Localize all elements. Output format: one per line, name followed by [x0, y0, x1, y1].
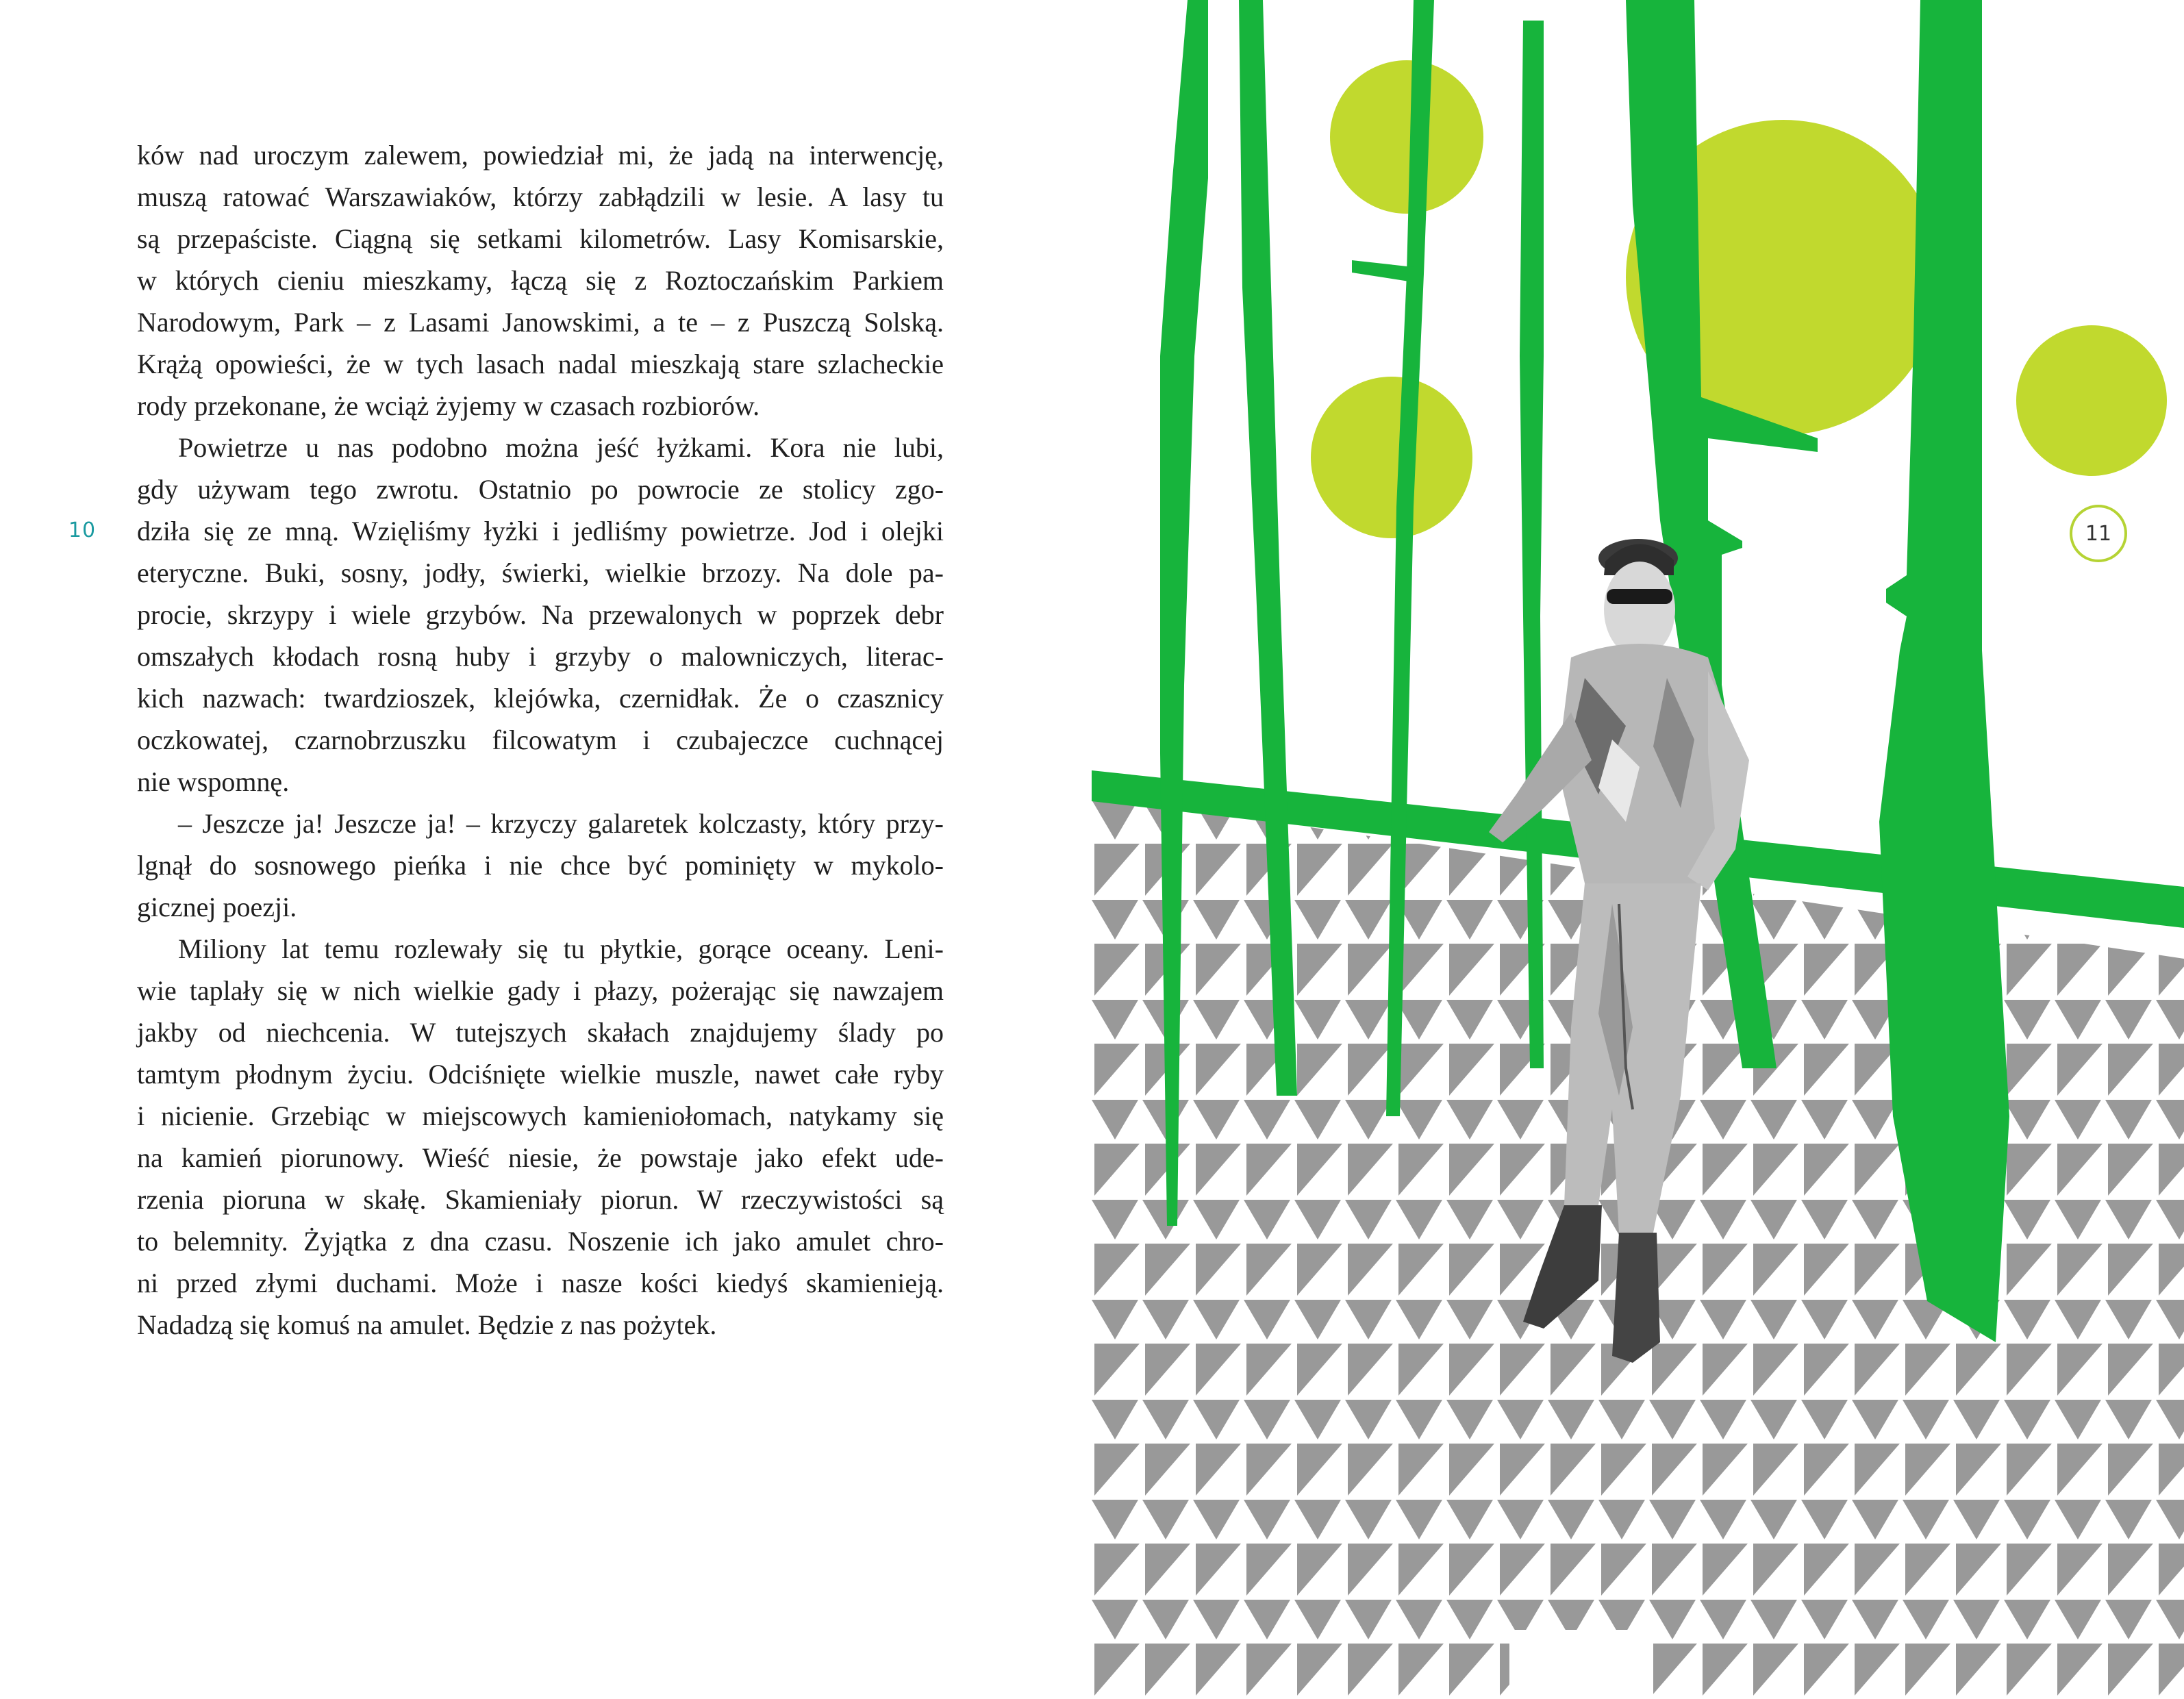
text-line: kich nazwach: twardzioszek, klejówka, czernidłak. Że o czasznicy — [137, 683, 944, 714]
text-line: nie wspomnę. — [137, 766, 290, 797]
text-line: gicznej poezji. — [137, 892, 297, 922]
text-line: omszałych kłodach rosną huby i grzyby o malowniczych, literac- — [137, 641, 944, 672]
text-line: to belemnity. Żyjątka z dna czasu. Noszenie ich jako amulet chro- — [137, 1226, 944, 1257]
text-line: gdy używam tego zwrotu. Ostatnio po powrocie ze stolicy zgo- — [137, 474, 944, 505]
text-line: i nicienie. Grzebiąc w miejscowych kamieniołomach, natykamy się — [137, 1100, 944, 1131]
text-line: Nadadzą się komuś na amulet. Będzie z nas pożytek. — [137, 1309, 717, 1340]
right-page — [1092, 0, 2184, 1699]
illustration — [1092, 0, 2184, 1699]
text-line: – Jeszcze ja! Jeszcze ja! – krzyczy galaretek kolczasty, który przy- — [178, 808, 944, 839]
body-text — [137, 134, 944, 1346]
lime-circle — [1330, 60, 1483, 214]
text-line: są przepaściste. Ciągną się setkami kilometrów. Lasy Komisarskie, — [137, 223, 944, 254]
page-number-left: 10 — [68, 518, 97, 542]
text-line: Powietrze u nas podobno można jeść łyżkami. Kora nie lubi, — [178, 432, 944, 463]
page-number-right: 11 — [2070, 505, 2127, 562]
lime-circle — [1311, 377, 1472, 538]
floor-gap — [1509, 1630, 1653, 1699]
text-line: rzenia pioruna w skałę. Skamieniały piorun. W rzeczywistości są — [137, 1184, 944, 1215]
text-line: lgnął do sosnowego pieńka i nie chce być pominięty w mykolo- — [137, 850, 944, 881]
text-line: Narodowym, Park – z Lasami Janowskimi, a te – z Puszczą Solską. — [137, 307, 944, 338]
text-line: na kamień piorunowy. Wieść niesie, że powstaje jako efekt ude- — [137, 1142, 944, 1173]
text-line: ków nad uroczym zalewem, powiedział mi, że jadą na interwencję, — [137, 140, 944, 171]
text-line: procie, skrzypy i wiele grzybów. Na przewalonych w poprzek debr — [137, 599, 944, 630]
text-line: Miliony lat temu rozlewały się tu płytkie, gorące oceany. Leni- — [178, 933, 944, 964]
text-line: w których cieniu mieszkamy, łączą się z Roztoczańskim Parkiem — [137, 265, 944, 296]
text-line: eteryczne. Buki, sosny, jodły, świerki, wielkie brzozy. Na dole pa- — [137, 557, 944, 588]
text-line: muszą ratować Warszawiaków, którzy zabłądzili w lesie. A lasy tu — [137, 181, 944, 212]
text-line: rody przekonane, że wciąż żyjemy w czasach rozbiorów. — [137, 390, 760, 421]
text-line: tamtym płodnym życiu. Odciśnięte wielkie muszle, nawet całe ryby — [137, 1059, 944, 1090]
text-line: wie taplały się w nich wielkie gady i płazy, pożerając się nawzajem — [137, 975, 944, 1006]
text-line: jakby od niechcenia. W tutejszych skałach znajdujemy ślady po — [137, 1017, 944, 1048]
text-line: oczkowatej, czarnobrzuszku filcowatym i czubajeczce cuchnącej — [137, 725, 944, 755]
text-line: dziła się ze mną. Wzięliśmy łyżki i jedliśmy powietrze. Jod i olejki — [137, 516, 944, 546]
green-branch — [1352, 260, 1414, 282]
text-line: ni przed złymi duchami. Może i nasze kości kiedyś skamienieją. — [137, 1268, 944, 1298]
text-line: Krążą opowieści, że w tych lasach nadal mieszkają stare szlacheckie — [137, 349, 944, 379]
lime-circle — [2016, 325, 2167, 476]
